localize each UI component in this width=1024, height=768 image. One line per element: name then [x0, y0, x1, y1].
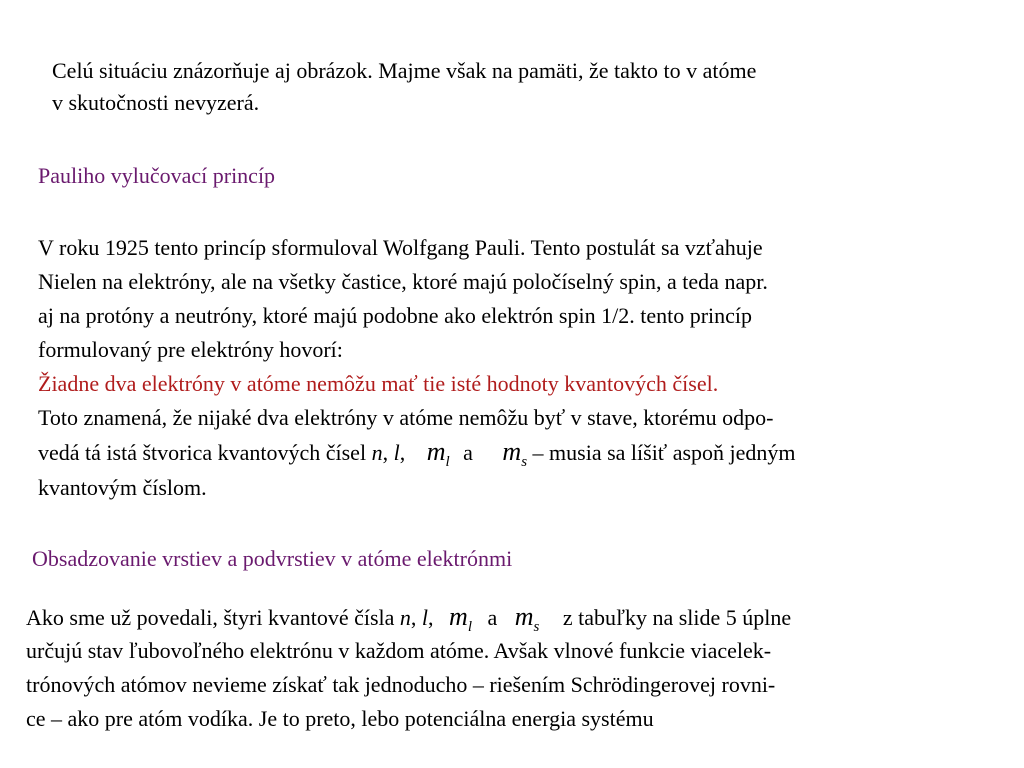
math-symbol: m — [449, 602, 468, 631]
math-subscript: s — [521, 454, 528, 470]
paragraph-line-quantum-numbers — [26, 604, 791, 634]
conjunction: a — [487, 605, 498, 630]
pauli-principle-statement: Žiadne dva elektróny v atóme nemôžu mať tie isté hodnoty kvantových čísel. — [38, 371, 719, 396]
conjunction: a — [463, 440, 473, 465]
separator: , — [399, 440, 406, 465]
math-symbol: m — [502, 437, 522, 466]
text-segment: vedá tá istá štvorica kvantových čísel — [38, 440, 372, 465]
quantum-number-n: n — [399, 605, 411, 630]
text-segment: Ako sme už povedali, štyri kvantové čísla — [26, 605, 400, 630]
paragraph-line: Nielen na elektróny, ale na všetky častice, ktoré majú poločíselný spin, a teda napr. — [38, 269, 768, 294]
separator: , — [428, 605, 434, 630]
quantum-number-n: n — [371, 440, 383, 465]
paragraph-line: Toto znamená, že nijaké dva elektróny v atóme nemôžu byť v stave, ktorému odpo- — [38, 405, 774, 430]
paragraph-line: aj na protóny a neutróny, ktoré majú podobne ako elektrón spin 1/2. tento princíp — [38, 303, 753, 328]
paragraph-line: kvantovým číslom. — [38, 475, 207, 500]
intro-line-1: Celú situáciu znázorňuje aj obrázok. Majme však na pamäti, že takto to v atóme — [52, 58, 757, 83]
paragraph-line: trónových atómov nevieme získať tak jednoducho – riešením Schrödingerovej rovni- — [26, 672, 776, 697]
quantum-number-ms — [502, 439, 527, 469]
math-symbol: m — [426, 437, 446, 466]
paragraph-line-quantum-numbers — [38, 439, 796, 469]
separator: , — [410, 605, 422, 630]
section-heading-occupation: Obsadzovanie vrstiev a podvrstiev v atóme elektrónmi — [32, 546, 513, 571]
math-subscript: l — [445, 454, 450, 470]
paragraph-line: formulovaný pre elektróny hovorí: — [38, 337, 343, 362]
quantum-number-ml — [427, 439, 450, 469]
separator: , — [382, 440, 394, 465]
text-segment: – musia sa líšiť aspoň jedným — [532, 440, 796, 465]
paragraph-line: určujú stav ľubovoľného elektrónu v každom atóme. Avšak vlnové funkcie viacelek- — [26, 638, 772, 663]
math-subscript: l — [467, 619, 472, 635]
text-segment: z tabuľky na slide 5 úplne — [562, 605, 792, 630]
quantum-number-ml — [449, 604, 472, 634]
paragraph-line: ce – ako pre atóm vodíka. Je to preto, lebo potenciálna energia systému — [26, 706, 654, 731]
paragraph-line: V roku 1925 tento princíp sformuloval Wolfgang Pauli. Tento postulát sa vzťahuje — [38, 235, 763, 260]
section-heading-pauli: Pauliho vylučovací princíp — [38, 163, 276, 188]
math-subscript: s — [533, 619, 540, 635]
quantum-number-ms — [515, 604, 540, 634]
math-symbol: m — [514, 602, 534, 631]
quantum-number-l: l — [421, 605, 429, 630]
quantum-number-l: l — [393, 440, 400, 465]
intro-line-2: v skutočnosti nevyzerá. — [52, 90, 260, 115]
